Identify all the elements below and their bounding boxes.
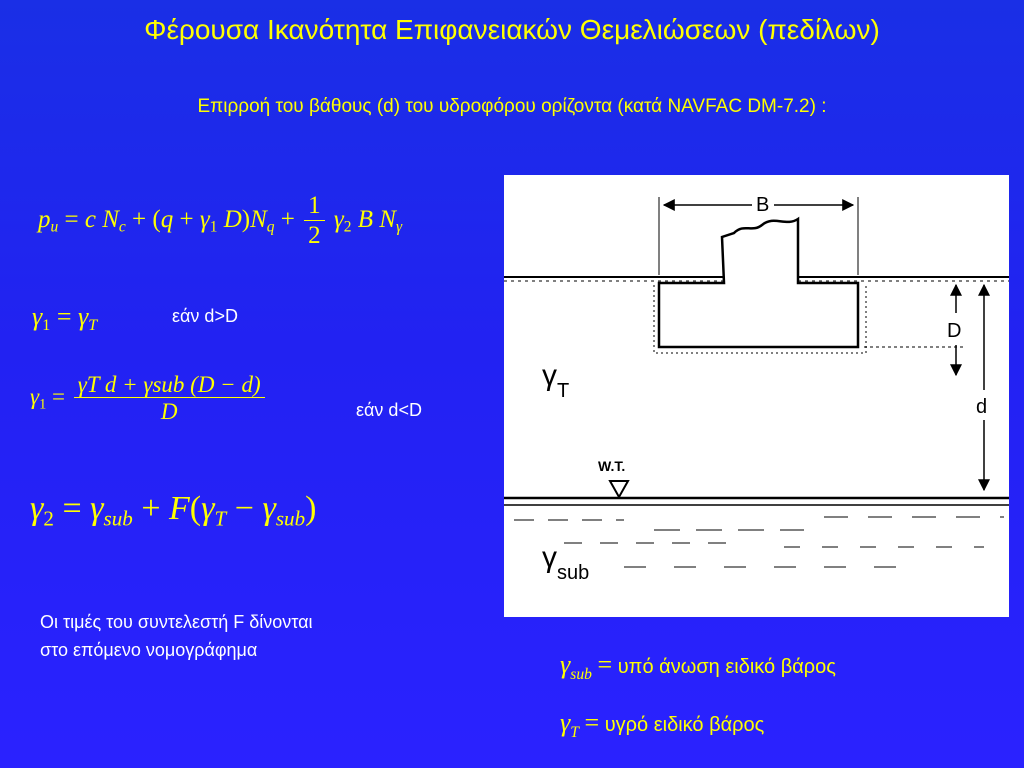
condition-d-less-D: εάν d<D <box>356 400 422 420</box>
bearing-capacity-equation: $p_u = c$ $N_c + (q + \gamma_1$ $D)N_q$ + $\frac{1}{2}$ $\gamma_2$ B $N_\gamma$ <box>38 192 403 249</box>
gamma2-equation: $\gamma_2 = \gamma_{sub} + F(\gamma_T - \gamma_{sub})$ <box>30 490 317 531</box>
gamma1-equation-case2: $\gamma_1$ = $\frac{\text{γT d + γsub (D − d)}}{D}$ <box>30 372 268 426</box>
label-D: D <box>947 320 962 342</box>
slide-subtitle: Επιρροή του βάθους (d) του υδροφόρου ορίζοντα (κατά NAVFAC DM-7.2) : <box>197 96 827 117</box>
label-B: B <box>756 194 770 216</box>
label-gamma-T: $\gamma_T$ <box>542 359 570 402</box>
label-wt: W.T. <box>598 458 626 474</box>
slide-title: Φέρουσα Ικανότητα Επιφανειακών Θεμελιώσεων (πεδίλων) <box>144 14 880 45</box>
note-line-1: Οι τιμές του συντελεστή F δίνονται <box>40 612 313 632</box>
footing-diagram <box>504 175 1009 617</box>
gamma1-equation-case1: $\gamma_1 = \gamma_T$ <box>32 302 98 334</box>
condition-d-greater-D: εάν d>D <box>172 306 238 326</box>
depth-d-dimension <box>976 285 987 490</box>
label-d: d <box>976 396 988 418</box>
footing-shape <box>654 219 866 353</box>
definition-gamma-T: $\gamma_T = \upsilon\gamma\rho ό$ ειδικό βάρος <box>560 708 765 742</box>
water-table-icon <box>610 481 628 497</box>
label-gamma-sub: $\gamma_{sub}$ <box>542 541 590 584</box>
note-line-2: στο επόμενο νομογράφημα <box>40 640 258 660</box>
water-table <box>504 458 1009 567</box>
definition-gamma-sub: $\gamma_{sub} = \upsilon\pi ό$ άνωση ειδικό βάρος <box>560 650 836 684</box>
depth-D-dimension <box>864 285 964 375</box>
nomogram-note <box>40 608 313 664</box>
